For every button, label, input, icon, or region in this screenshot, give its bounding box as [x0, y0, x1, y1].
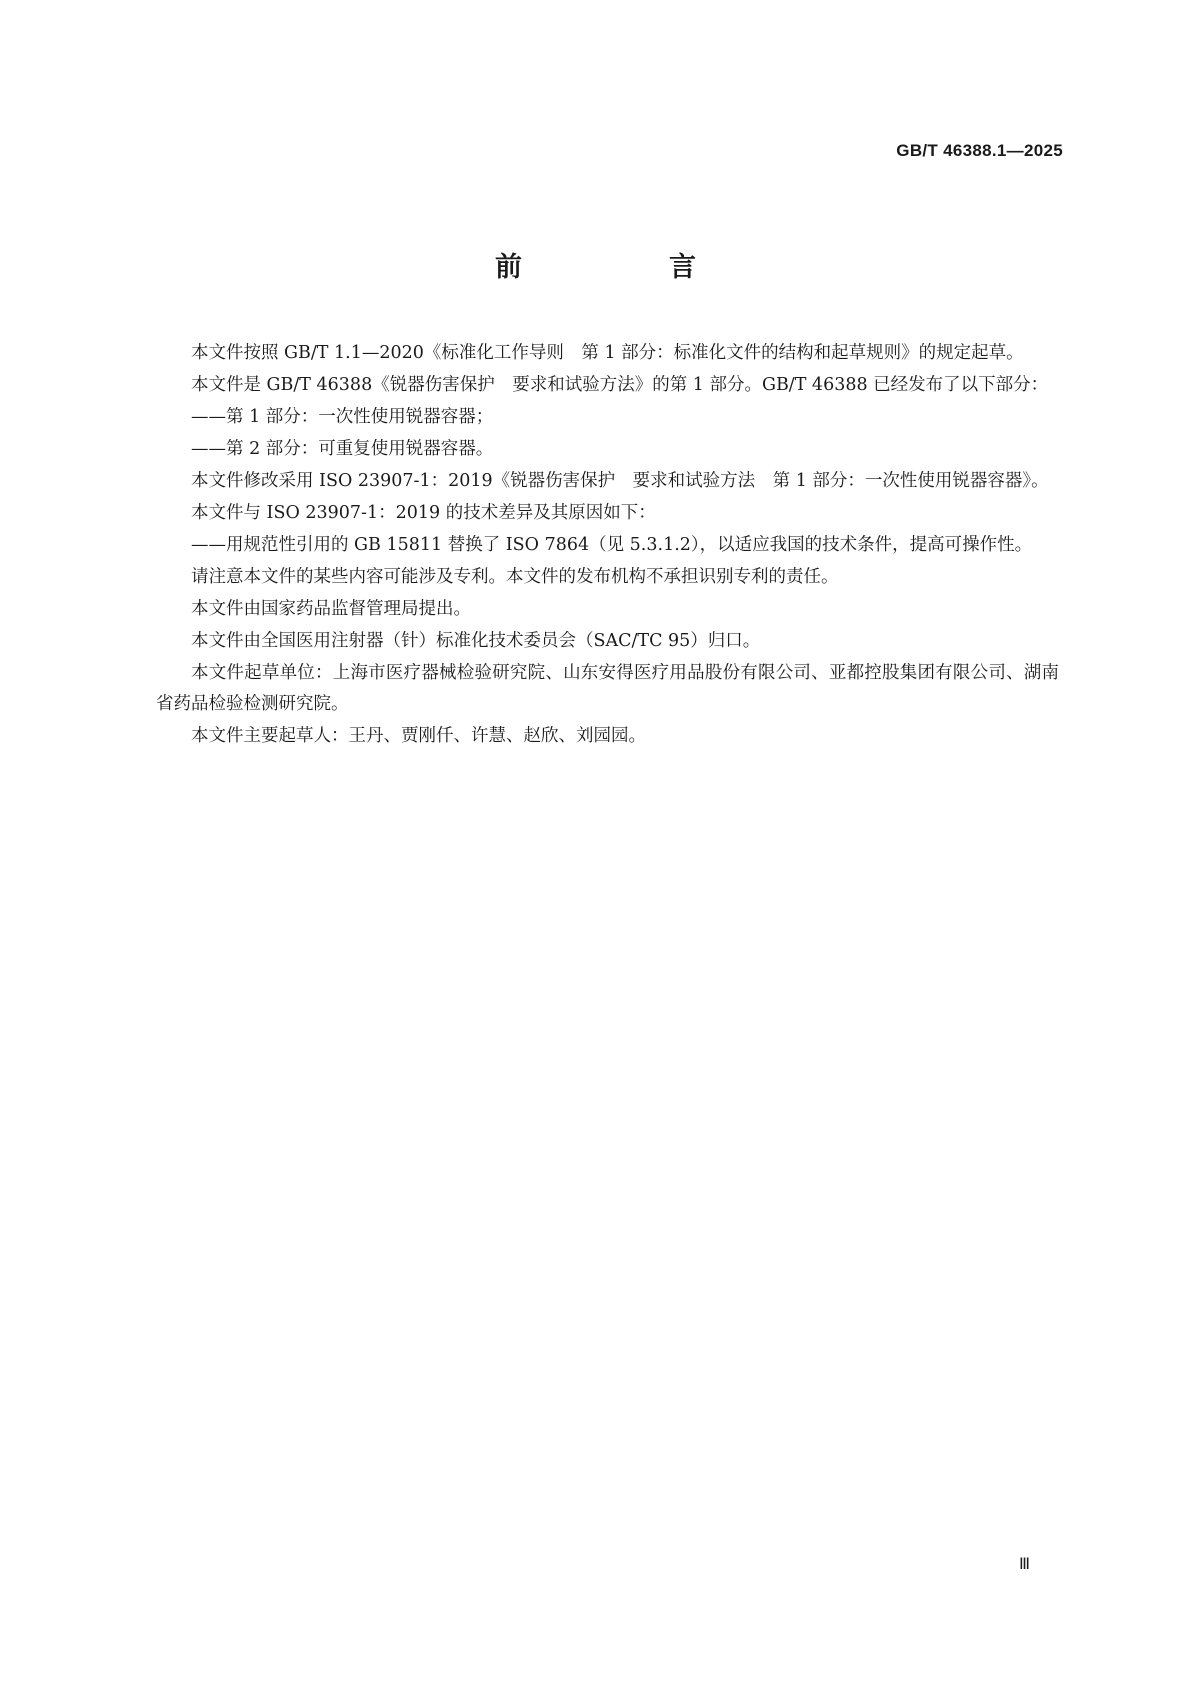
document-code: GB/T 46388.1—2025	[896, 141, 1063, 160]
page-number: Ⅲ	[1018, 1556, 1030, 1573]
paragraph-drafting-units: 本文件起草单位：上海市医疗器械检验研究院、山东安得医疗用品股份有限公司、亚都控股集团有限公司、湖南省药品检验检测研究院。	[156, 663, 1059, 714]
paragraph-drafters: 本文件主要起草人：王丹、贾刚仟、许慧、赵欣、刘园园。	[191, 726, 646, 746]
list-item-part-2: ——第 2 部分：可重复使用锐器容器。	[191, 439, 494, 459]
list-item-difference: ——用规范性引用的 GB 15811 替换了 ISO 7864（见 5.3.1.2），以适应我国的技术条件，提高可操作性。	[191, 535, 1033, 555]
paragraph-committee: 本文件由全国医用注射器（针）标准化技术委员会（SAC/TC 95）归口。	[191, 631, 761, 651]
paragraph-differences: 本文件与 ISO 23907-1：2019 的技术差异及其原因如下：	[191, 503, 656, 523]
paragraph-adoption: 本文件修改采用 ISO 23907-1：2019《锐器伤害保护 要求和试验方法 第 1 部分：一次性使用锐器容器》。	[191, 471, 1049, 491]
foreword-body	[156, 338, 1059, 753]
paragraph-proposer: 本文件由国家药品监督管理局提出。	[191, 599, 471, 619]
page-title: 前 言	[495, 252, 756, 283]
list-item-part-1: ——第 1 部分：一次性使用锐器容器；	[191, 407, 494, 427]
paragraph-series-parts: 本文件是 GB/T 46388《锐器伤害保护 要求和试验方法》的第 1 部分。GB/T 46388 已经发布了以下部分：	[191, 375, 1049, 395]
paragraph-drafting-rules: 本文件按照 GB/T 1.1—2020《标准化工作导则 第 1 部分：标准化文件的结构和起草规则》的规定起草。	[191, 343, 1024, 363]
paragraph-patent-notice: 请注意本文件的某些内容可能涉及专利。本文件的发布机构不承担识别专利的责任。	[191, 567, 839, 587]
